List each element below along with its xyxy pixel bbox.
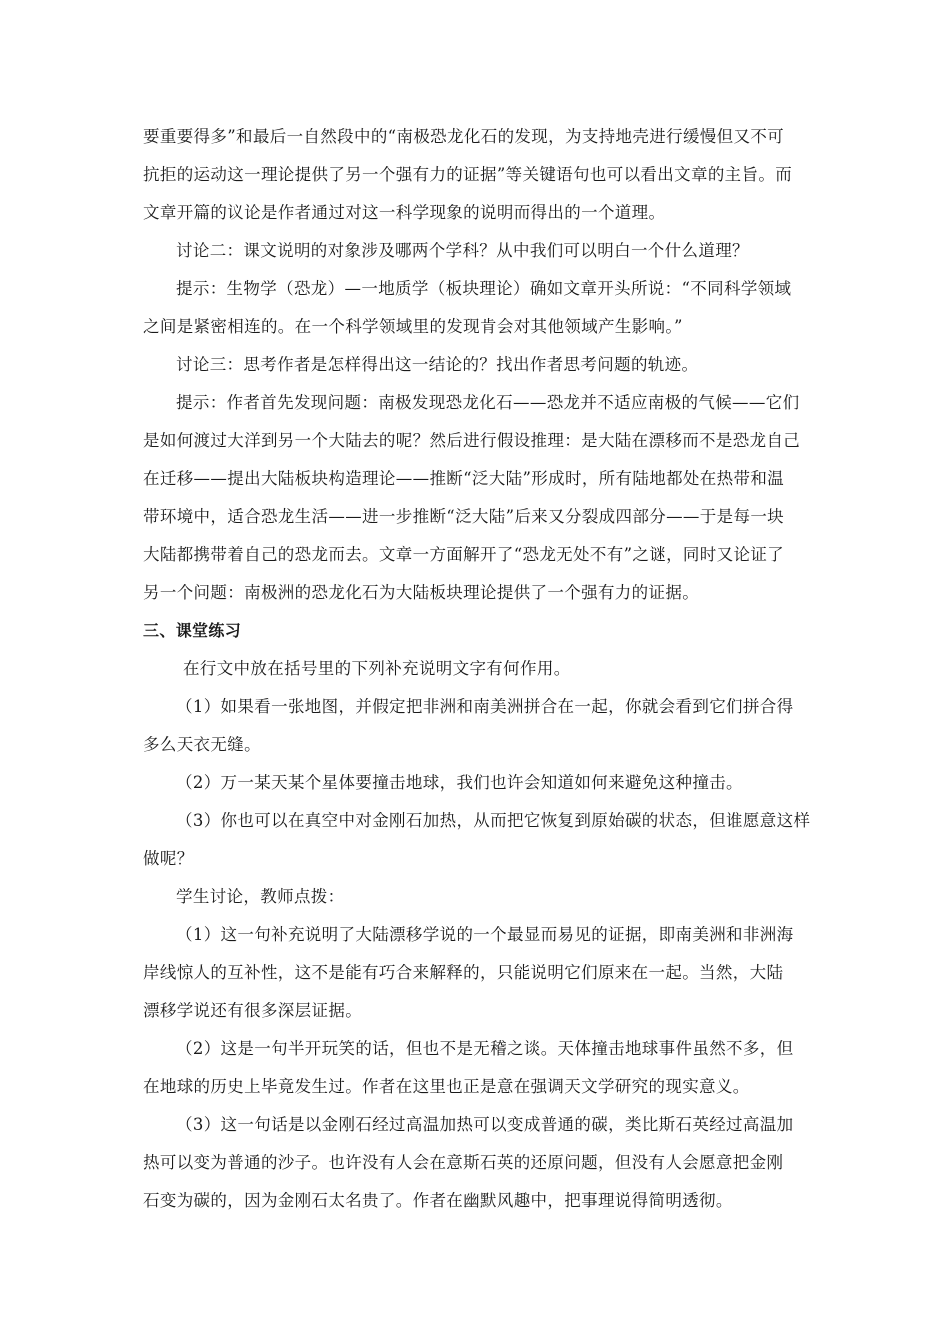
text-line: 漂移学说还有很多深层证据。 (143, 1001, 363, 1020)
text-line: 做呢？ (143, 849, 194, 868)
answer-item-1: （1）这一句补充说明了大陆漂移学说的一个最显而易见的证据，即南美洲和非洲海 (176, 925, 794, 944)
text-line: 热可以变为普通的沙子。也许没有人会在意斯石英的还原问题，但没有人会愿意把金刚 (143, 1153, 784, 1172)
text-line: 在迁移——提出大陆板块构造理论——推断“泛大陆”形成时，所有陆地都处在热带和温 (143, 469, 785, 488)
hint-line: 提示：生物学（恐龙）—一地质学（板块理论）确如文章开头所说：“不同科学领域 (176, 279, 792, 298)
exercise-item-3: （3）你也可以在真空中对金刚石加热，从而把它恢复到原始碳的状态，但谁愿意这样 (176, 811, 811, 830)
text-line: 是如何渡过大洋到另一个大陆去的呢？然后进行假设推理：是大陆在漂移而不是恐龙自己 (143, 431, 801, 450)
text-line: 在地球的历史上毕竟发生过。作者在这里也正是意在强调天文学研究的现实意义。 (143, 1077, 750, 1096)
text-line: 石变为碳的，因为金刚石太名贵了。作者在幽默风趣中，把事理说得简明透彻。 (143, 1191, 733, 1210)
exercise-prompt: 在行文中放在括号里的下列补充说明文字有何作用。 (183, 659, 571, 678)
text-line: 另一个问题：南极洲的恐龙化石为大陆板块理论提供了一个强有力的证据。 (143, 583, 700, 602)
text-line: 带环境中，适合恐龙生活——进一步推断“泛大陆”后来又分裂成四部分——于是每一块 (143, 507, 785, 526)
text-line: 之间是紧密相连的。在一个科学领域里的发现肯会对其他领域产生影响。” (143, 317, 683, 336)
text-line: 文章开篇的议论是作者通过对这一科学现象的说明而得出的一个道理。 (143, 203, 666, 222)
exercise-item-1: （1）如果看一张地图，并假定把非洲和南美洲拼合在一起，你就会看到它们拼合得 (176, 697, 794, 716)
text-line: 要重要得多”和最后一自然段中的“南极恐龙化石的发现，为支持地壳进行缓慢但又不可 (143, 127, 785, 146)
text-line: 抗拒的运动这一理论提供了另一个强有力的证据”等关键语句也可以看出文章的主旨。而 (143, 165, 793, 184)
answer-item-2: （2）这是一句半开玩笑的话，但也不是无稽之谈。天体撞击地球事件虽然不多，但 (176, 1039, 794, 1058)
section-heading: 三、课堂练习 (143, 621, 242, 640)
text-line: 多么天衣无缝。 (143, 735, 261, 754)
discussion-three: 讨论三：思考作者是怎样得出这一结论的？找出作者思考问题的轨迹。 (176, 355, 699, 374)
teacher-guidance: 学生讨论，教师点拨： (176, 887, 345, 906)
text-line: 大陆都携带着自己的恐龙而去。文章一方面解开了“恐龙无处不有”之谜，同时又论证了 (143, 545, 785, 564)
document-page (143, 118, 813, 1220)
exercise-item-2: （2）万一某天某个星体要撞击地球，我们也许会知道如何来避免这种撞击。 (176, 773, 743, 792)
discussion-two: 讨论二：课文说明的对象涉及哪两个学科？从中我们可以明白一个什么道理？ (176, 241, 749, 260)
answer-item-3: （3）这一句话是以金刚石经过高温加热可以变成普通的碳，类比斯石英经过高温加 (176, 1115, 794, 1134)
text-line: 岸线惊人的互补性，这不是能有巧合来解释的，只能说明它们原来在一起。当然，大陆 (143, 963, 784, 982)
hint-line: 提示：作者首先发现问题：南极发现恐龙化石——恐龙并不适应南极的气候——它们 (176, 393, 800, 412)
